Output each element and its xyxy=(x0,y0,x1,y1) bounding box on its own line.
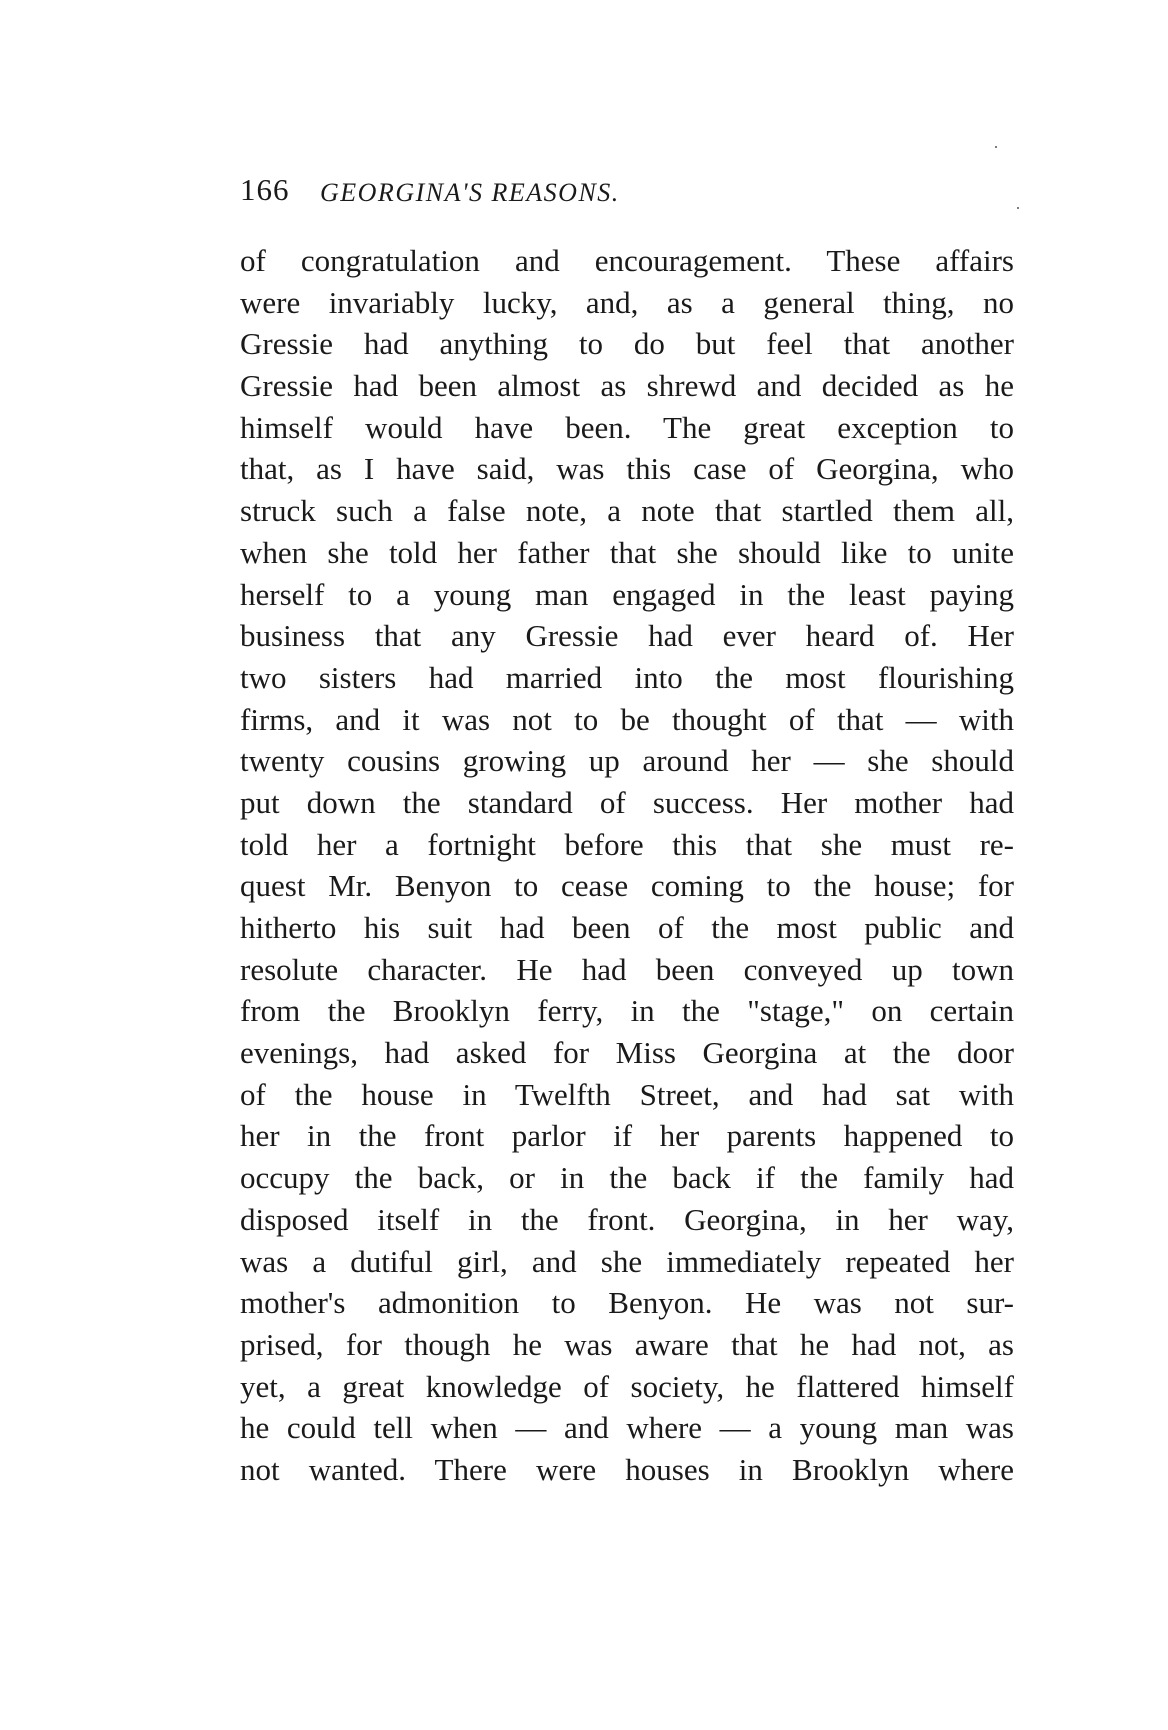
text-line: occupy the back, or in the back if the family had xyxy=(240,1160,1014,1196)
body-text xyxy=(240,240,1014,1491)
text-line: he could tell when — and where — a young man was xyxy=(240,1410,1014,1446)
text-line: hitherto his suit had been of the most public and xyxy=(240,910,1014,945)
text-line: business that any Gressie had ever heard of. Her xyxy=(240,618,1014,654)
text-line: disposed itself in the front. Georgina, in her way, xyxy=(240,1201,1014,1237)
text-line: mother's admonition to Benyon. He was not sur- xyxy=(240,1285,1014,1321)
text-line: of congratulation and encouragement. These affairs xyxy=(240,243,1014,278)
text-line: Gressie had anything to do but feel that another xyxy=(240,326,1014,362)
text-line: struck such a false note, a note that startled them all, xyxy=(240,493,1014,529)
text-line: of the house in Twelfth Street, and had sat with xyxy=(240,1076,1014,1112)
text-line: were invariably lucky, and, as a general thing, no xyxy=(240,284,1014,320)
text-line: from the Brooklyn ferry, in the "stage," on certain xyxy=(240,993,1014,1029)
running-title: GEORGINA'S REASONS. xyxy=(320,178,620,207)
text-line: evenings, had asked for Miss Georgina at the door xyxy=(240,1035,1014,1071)
text-line: yet, a great knowledge of society, he flattered himself xyxy=(240,1368,1014,1404)
text-line: quest Mr. Benyon to cease coming to the house; for xyxy=(240,868,1014,904)
text-line: that, as I have said, was this case of Georgina, who xyxy=(240,451,1014,487)
text-line: told her a fortnight before this that she must re- xyxy=(240,826,1014,862)
text-line: Gressie had been almost as shrewd and decided as he xyxy=(240,368,1014,404)
text-line: was a dutiful girl, and she immediately repeated her xyxy=(240,1243,1014,1279)
text-line: himself would have been. The great exception to xyxy=(240,409,1014,445)
text-line: not wanted. There were houses in Brooklyn where xyxy=(240,1451,1014,1487)
text-line: two sisters had married into the most flourishing xyxy=(240,659,1014,695)
text-line: resolute character. He had been conveyed up town xyxy=(240,951,1014,987)
page-number: 166 xyxy=(240,172,290,207)
text-line: put down the standard of success. Her mother had xyxy=(240,784,1014,820)
text-line: twenty cousins growing up around her — she should xyxy=(240,743,1014,779)
text-line: her in the front parlor if her parents happened to xyxy=(240,1118,1014,1154)
running-head xyxy=(240,172,860,212)
text-line: prised, for though he was aware that he had not, as xyxy=(240,1326,1014,1362)
ink-speck xyxy=(1017,207,1019,209)
text-line: when she told her father that she should like to unite xyxy=(240,534,1014,570)
ink-speck xyxy=(995,146,997,148)
text-line: firms, and it was not to be thought of that — with xyxy=(240,701,1014,737)
text-line: herself to a young man engaged in the least paying xyxy=(240,576,1014,612)
